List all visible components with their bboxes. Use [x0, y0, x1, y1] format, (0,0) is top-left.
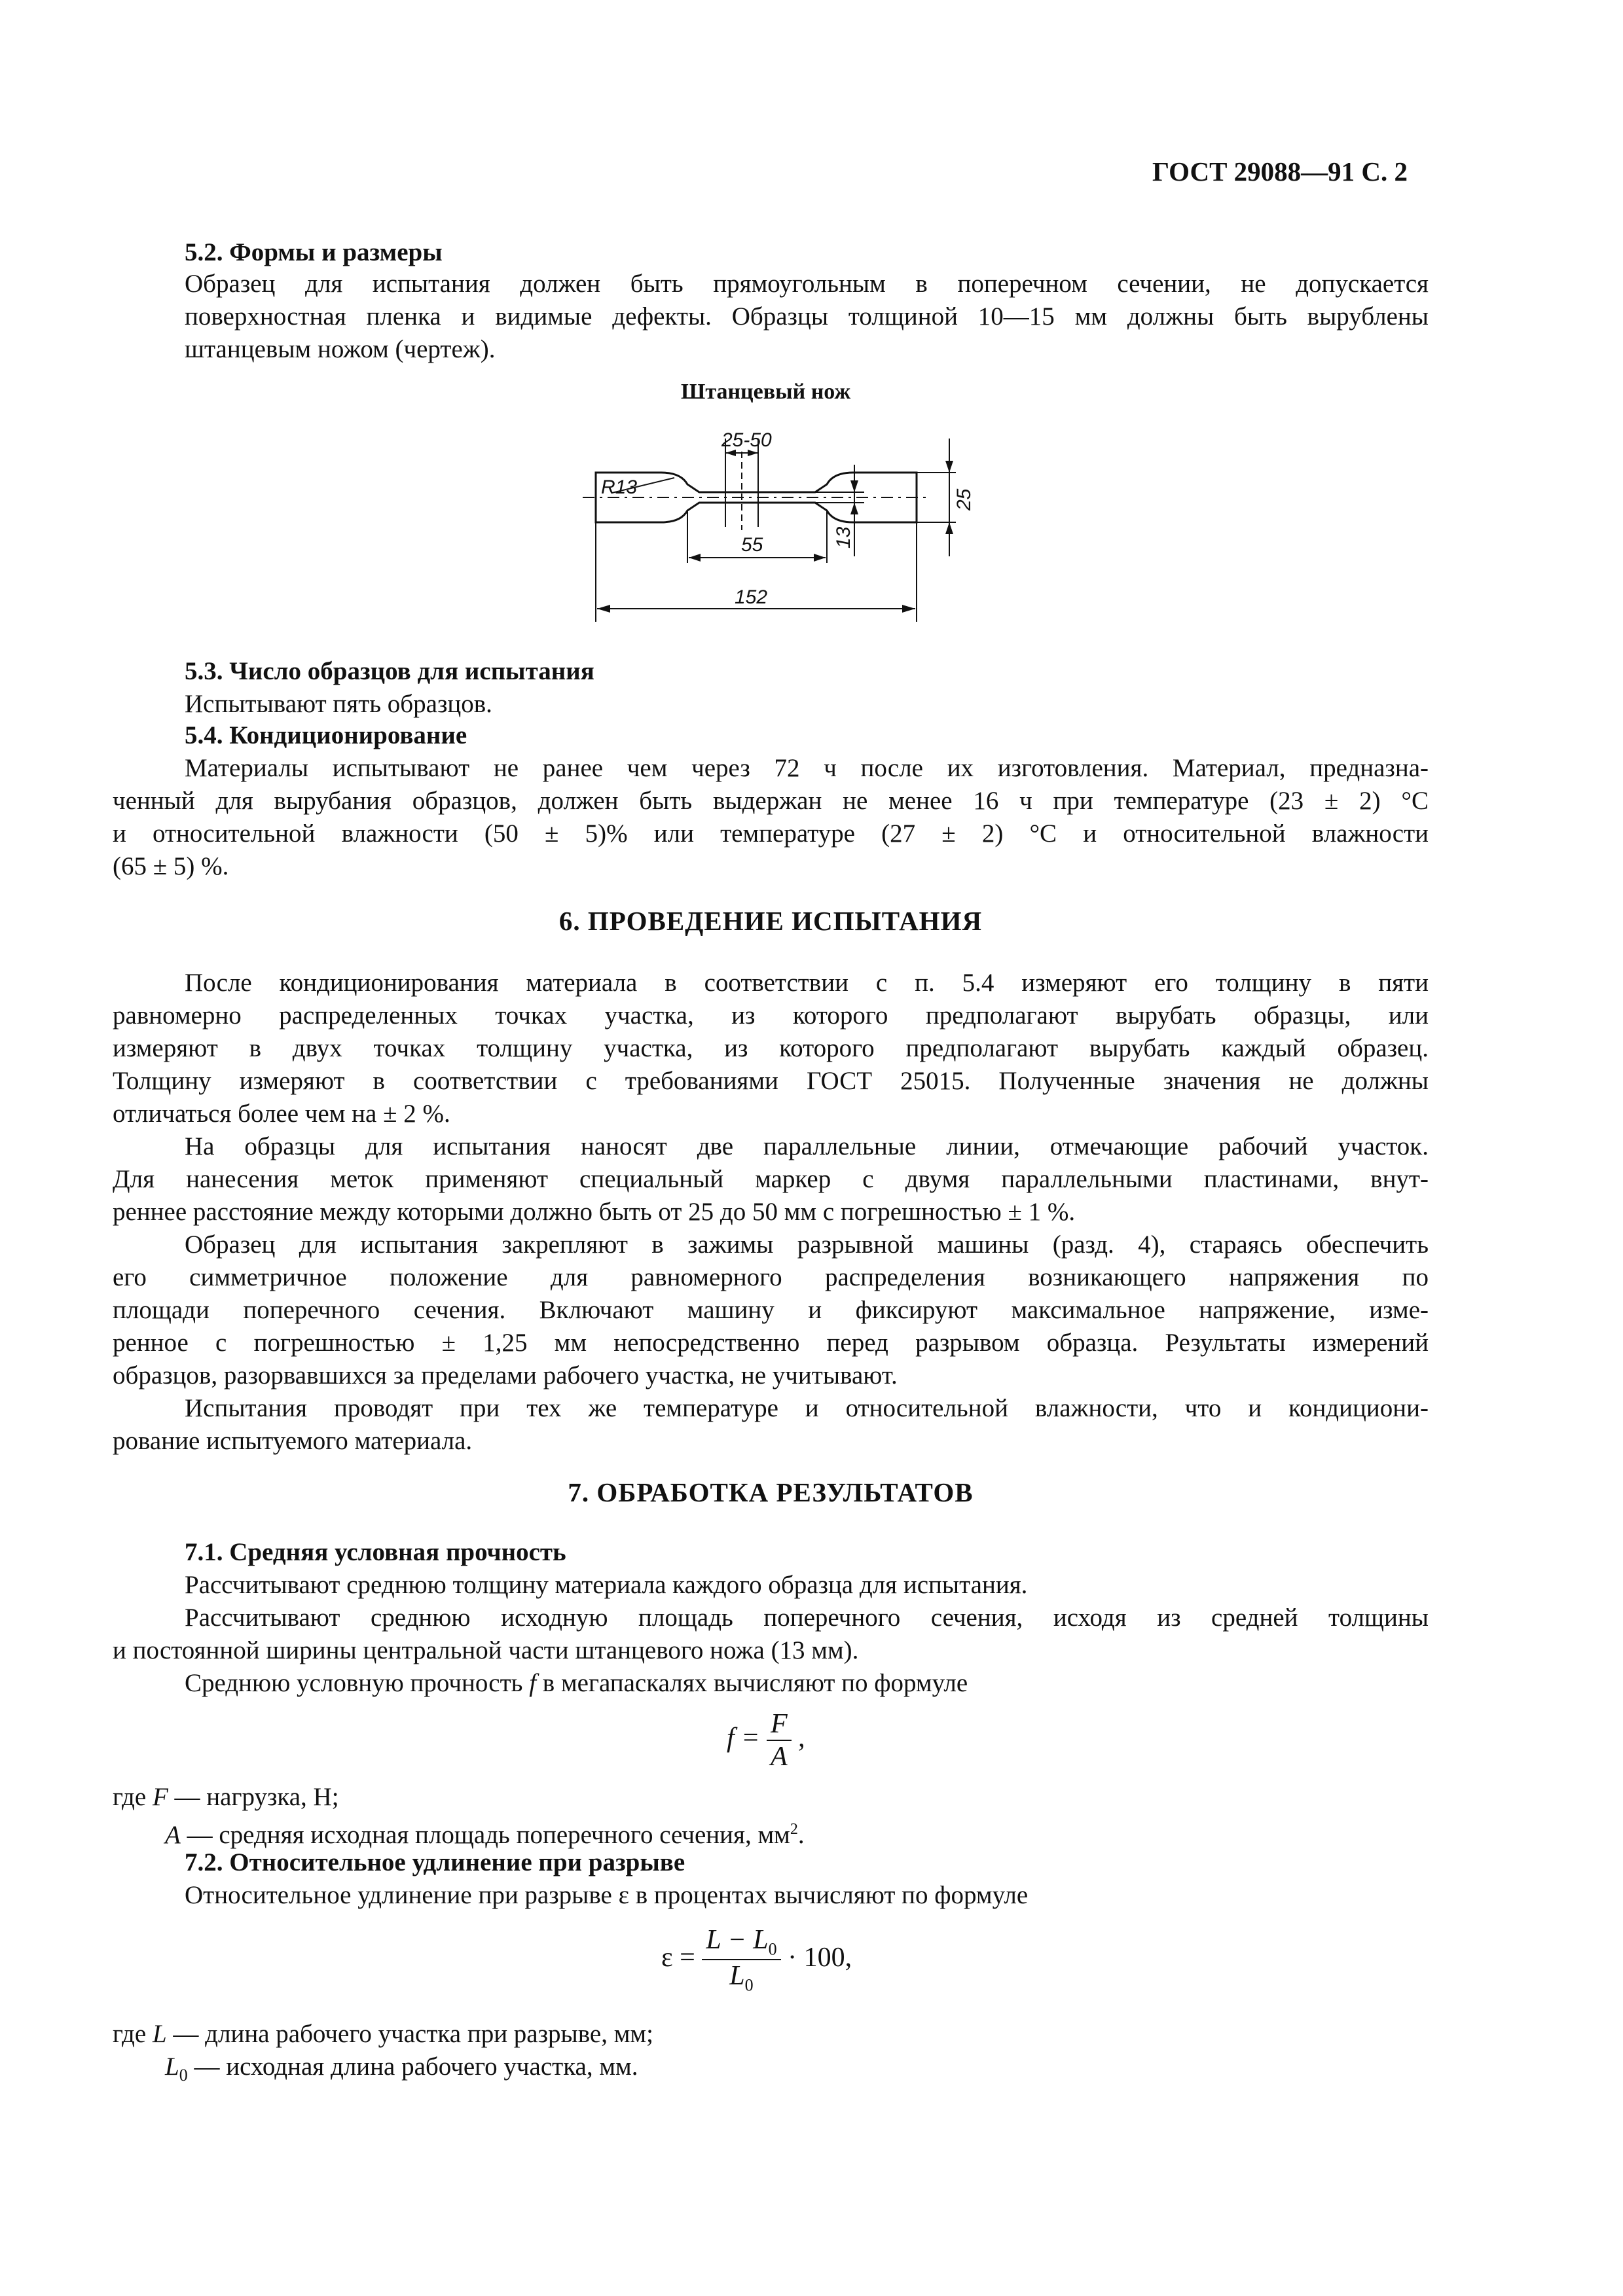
section-7-heading: 7. ОБРАБОТКА РЕЗУЛЬТАТОВ: [568, 1477, 974, 1507]
s52-line-3: штанцевым ножом (чертеж).: [185, 335, 496, 363]
f2-num-sub: 0: [768, 1939, 777, 1959]
s54-line-1: Материалы испытывают не ранее чем через 72 ч после их изготовления. Материал, предназна-: [185, 754, 1429, 782]
f1-den: A: [771, 1742, 788, 1772]
dim-25-50: 25-50: [721, 429, 772, 451]
where4-b: — исходная длина рабочего участка, мм.: [187, 2053, 638, 2081]
die-knife-drawing: [576, 412, 982, 635]
figure-title: Штанцевый нож: [681, 380, 851, 404]
s54-line-2: ченный для вырубания образцов, должен быть выдержан не менее 16 ч при температуре (23 ± 2) °С: [113, 787, 1429, 815]
s54-line-4: (65 ± 5) %.: [113, 852, 229, 880]
formula-elongation: [661, 1924, 852, 1996]
f2-lhs: ε =: [661, 1943, 695, 1973]
where3-var: L: [152, 2020, 167, 2048]
s72-line-1: Относительное удлинение при разрыве ε в процентах вычисляют по формуле: [185, 1881, 1029, 1909]
page-header: ГОСТ 29088—91 С. 2: [1152, 156, 1408, 187]
f1-num: F: [767, 1708, 792, 1741]
s6-p1-line-1: После кондиционирования материала в соответствии с п. 5.4 измеряют его толщину в пяти: [185, 969, 1429, 997]
section-7-2-heading: 7.2. Относительное удлинение при разрыве: [185, 1848, 685, 1876]
s6-p3-line-4: ренное с погрешностью ± 1,25 мм непосредственно перед разрывом образца. Результаты измерений: [113, 1329, 1429, 1357]
s71-l4-var: f: [529, 1669, 537, 1697]
s53-text: Испытывают пять образцов.: [185, 690, 492, 718]
dim-55: 55: [741, 534, 763, 556]
f2-den: L: [729, 1961, 745, 1992]
s71-l4-b: в мегапаскалях вычисляют по формуле: [536, 1669, 968, 1697]
f2-den-wrap: [702, 1960, 780, 1995]
where4-sub: 0: [179, 2065, 188, 2085]
where-line-3: [113, 2017, 1429, 2051]
s6-p1-line-5: отличаться более чем на ± 2 %.: [113, 1100, 450, 1128]
s6-p3-line-1: Образец для испытания закрепляют в зажимы разрывной машины (разд. 4), стараясь обеспечить: [185, 1230, 1429, 1259]
s71-line-3: и постоянной ширины центральной части штанцевого ножа (13 мм).: [113, 1636, 859, 1664]
dim-13: 13: [833, 526, 854, 548]
s6-p2-line-3: реннее расстояние между которыми должно быть от 25 до 50 мм с погрешностью ± 1 %.: [113, 1198, 1076, 1226]
f2-num-wrap: [702, 1924, 780, 1960]
f2-fraction: [702, 1924, 780, 1996]
section-6-heading: 6. ПРОВЕДЕНИЕ ИСПЫТАНИЯ: [558, 906, 983, 936]
s6-p1-line-3: измеряют в двух точках толщину участка, из которого предполагают вырубать каждый образец.: [113, 1034, 1429, 1062]
s71-line-4: [185, 1666, 1429, 1700]
section-5-3-heading: 5.3. Число образцов для испытания: [185, 657, 594, 685]
formula-strength: [727, 1708, 805, 1772]
f2-num: L − L: [706, 1925, 769, 1955]
s52-line-2: поверхностная пленка и видимые дефекты. Образцы толщиной 10—15 мм должны быть вырублены: [185, 302, 1429, 331]
where-line-1: [113, 1780, 1429, 1814]
s6-p2-line-2: Для нанесения меток применяют специальный маркер с двумя параллельными пластинами, внут-: [113, 1165, 1429, 1193]
where4-var: L: [165, 2053, 179, 2081]
section-5-4-heading: 5.4. Кондиционирование: [185, 721, 467, 749]
f1-lhs: f =: [727, 1723, 760, 1753]
where2-b: — средняя исходная площадь поперечного сечения, мм: [180, 1821, 790, 1849]
dim-r13: R13: [601, 476, 638, 498]
s6-p1-line-2: равномерно распределенных точках участка, из которого предполагают вырубать образцы, или: [113, 1001, 1429, 1030]
where1-a: где: [113, 1783, 153, 1811]
where2-var: A: [165, 1821, 181, 1849]
s6-p1-line-4: Толщину измеряют в соответствии с требованиями ГОСТ 25015. Полученные значения не должны: [113, 1067, 1429, 1095]
where1-b: — нагрузка, Н;: [168, 1783, 339, 1811]
s6-p3-line-5: образцов, разорвавшихся за пределами рабочего участка, не учитывают.: [113, 1361, 898, 1390]
s71-l4-a: Среднюю условную прочность: [185, 1669, 530, 1697]
s54-line-3: и относительной влажности (50 ± 5)% или температуре (27 ± 2) °С и относительной влажности: [113, 819, 1429, 848]
f2-tail: · 100,: [788, 1943, 852, 1973]
where1-var: F: [152, 1783, 168, 1811]
f1-tail: ,: [798, 1723, 805, 1753]
where-line-4: [165, 2050, 1429, 2092]
f2-den-sub: 0: [744, 1975, 754, 1995]
s6-p3-line-3: площади поперечного сечения. Включают машину и фиксируют максимальное напряжение, изме-: [113, 1296, 1429, 1324]
s6-p2-line-1: На образцы для испытания наносят две параллельные линии, отмечающие рабочий участок.: [185, 1132, 1429, 1160]
where3-b: — длина рабочего участка при разрыве, мм;: [166, 2020, 653, 2048]
dim-152: 152: [735, 586, 768, 608]
s71-line-2: Рассчитывают среднюю исходную площадь поперечного сечения, исходя из средней толщины: [185, 1604, 1429, 1632]
s6-p4-line-2: рование испытуемого материала.: [113, 1427, 473, 1455]
f1-fraction: [767, 1708, 792, 1772]
s71-line-1: Рассчитывают среднюю толщину материала каждого образца для испытания.: [185, 1571, 1028, 1599]
section-5-2-heading: 5.2. Формы и размеры: [185, 238, 443, 266]
where2-end: .: [797, 1821, 805, 1849]
s6-p3-line-2: его симметричное положение для равномерного распределения возникающего напряжения по: [113, 1263, 1429, 1291]
dim-25: 25: [953, 488, 975, 511]
where3-a: где: [113, 2020, 153, 2048]
s52-line-1: Образец для испытания должен быть прямоугольным в поперечном сечении, не допускается: [185, 270, 1429, 298]
s6-p4-line-1: Испытания проводят при тех же температуре и относительной влажности, что и кондициони-: [185, 1394, 1429, 1422]
where2-sup: 2: [790, 1821, 798, 1838]
section-7-1-heading: 7.1. Средняя условная прочность: [185, 1538, 566, 1566]
